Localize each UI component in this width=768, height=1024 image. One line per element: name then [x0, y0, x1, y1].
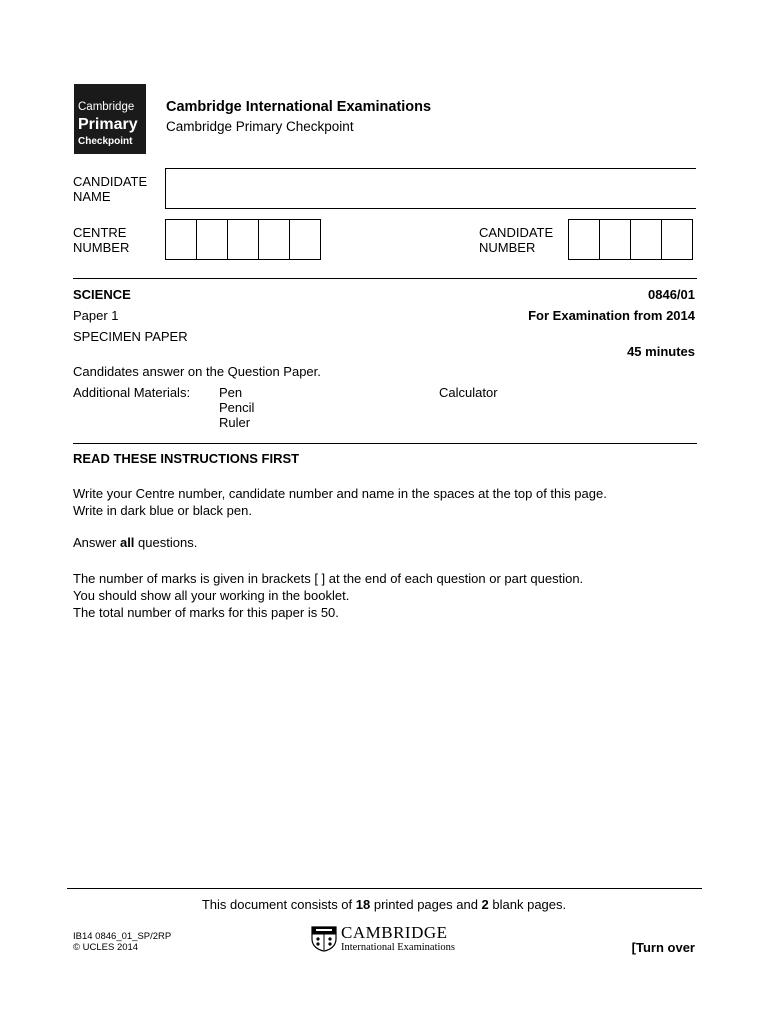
instruction-text: questions. [134, 535, 198, 550]
logo-line-1: Cambridge [78, 101, 135, 113]
exam-board-subtitle: Cambridge Primary Checkpoint [166, 119, 354, 134]
instruction-line: Write in dark blue or black pen. [73, 503, 252, 518]
material-item: Calculator [439, 385, 498, 400]
page-count-statement [0, 897, 768, 912]
material-item: Pencil [219, 400, 255, 415]
candidate-number-digit-box[interactable] [661, 219, 693, 260]
cambridge-brand: CAMBRIDGE [341, 923, 448, 942]
centre-number-label-line2: NUMBER [73, 240, 130, 255]
turn-over-notice: [Turn over [631, 940, 695, 955]
page-count-text: This document consists of [201, 897, 356, 912]
divider-top [73, 278, 697, 279]
material-item: Pen [219, 385, 243, 400]
reference-code: IB14 0846_01_SP/2RP [73, 931, 172, 942]
candidate-number-label-line1: CANDIDATE [479, 225, 554, 240]
centre-number-digit-box[interactable] [165, 219, 197, 260]
component-code: 0846/01 [648, 287, 695, 302]
material-item: Ruler [219, 415, 251, 430]
instruction-line: You should show all your working in the booklet. [73, 588, 350, 603]
centre-number-digit-box[interactable] [289, 219, 321, 260]
copyright: © UCLES 2014 [73, 942, 139, 953]
exam-board-title: Cambridge International Examinations [166, 99, 432, 115]
answer-location: Candidates answer on the Question Paper. [73, 364, 321, 379]
cambridge-primary-checkpoint-logo [74, 84, 146, 154]
exam-from: For Examination from 2014 [528, 308, 695, 323]
page-count-text: blank pages. [488, 897, 567, 912]
paper-type: SPECIMEN PAPER [73, 329, 188, 344]
page-count-text: printed pages and [370, 897, 482, 912]
candidate-name-field[interactable] [165, 168, 696, 209]
candidate-number-label-line2: NUMBER [479, 240, 536, 255]
logo-line-2: Primary [78, 116, 138, 133]
paper-number: Paper 1 [73, 308, 119, 323]
candidate-number-digit-box[interactable] [599, 219, 631, 260]
instructions-paragraph-1 [73, 485, 607, 519]
centre-number-label-line1: CENTRE [73, 225, 127, 240]
candidate-name-label-line1: CANDIDATE [73, 174, 148, 189]
document-reference [73, 931, 171, 953]
cambridge-crest-icon [310, 925, 338, 952]
logo-line-3: Checkpoint [78, 136, 133, 147]
cambridge-brand-subtitle: International Examinations [341, 942, 456, 953]
instruction-emphasis: all [119, 535, 135, 550]
instruction-line: The number of marks is given in brackets [ ] at the end of each question or part question. [73, 571, 584, 586]
cambridge-wordmark [341, 924, 455, 954]
centre-number-label [73, 225, 129, 255]
candidate-name-label [73, 174, 147, 204]
candidate-number-digit-box[interactable] [568, 219, 600, 260]
instructions-heading: READ THESE INSTRUCTIONS FIRST [73, 451, 300, 466]
instructions-paragraph-3 [73, 570, 583, 621]
blank-pages-count: 2 [481, 897, 489, 912]
centre-number-digit-box[interactable] [227, 219, 259, 260]
divider-middle [73, 443, 697, 444]
duration: 45 minutes [627, 344, 695, 359]
candidate-number-digit-box[interactable] [630, 219, 662, 260]
divider-footer [67, 888, 702, 889]
instruction-text: Answer [73, 535, 120, 550]
printed-pages-count: 18 [355, 897, 371, 912]
instruction-line: The total number of marks for this paper is 50. [73, 605, 339, 620]
subject-title: SCIENCE [73, 287, 131, 302]
candidate-name-label-line2: NAME [73, 189, 111, 204]
instruction-line: Write your Centre number, candidate number and name in the spaces at the top of this page. [73, 486, 607, 501]
materials-list [219, 385, 254, 430]
instructions-paragraph-2 [73, 535, 197, 550]
centre-number-digit-box[interactable] [196, 219, 228, 260]
materials-label: Additional Materials: [73, 385, 191, 400]
centre-number-boxes[interactable] [165, 219, 321, 260]
candidate-number-label [479, 225, 553, 255]
centre-number-digit-box[interactable] [258, 219, 290, 260]
candidate-number-boxes[interactable] [568, 219, 696, 260]
